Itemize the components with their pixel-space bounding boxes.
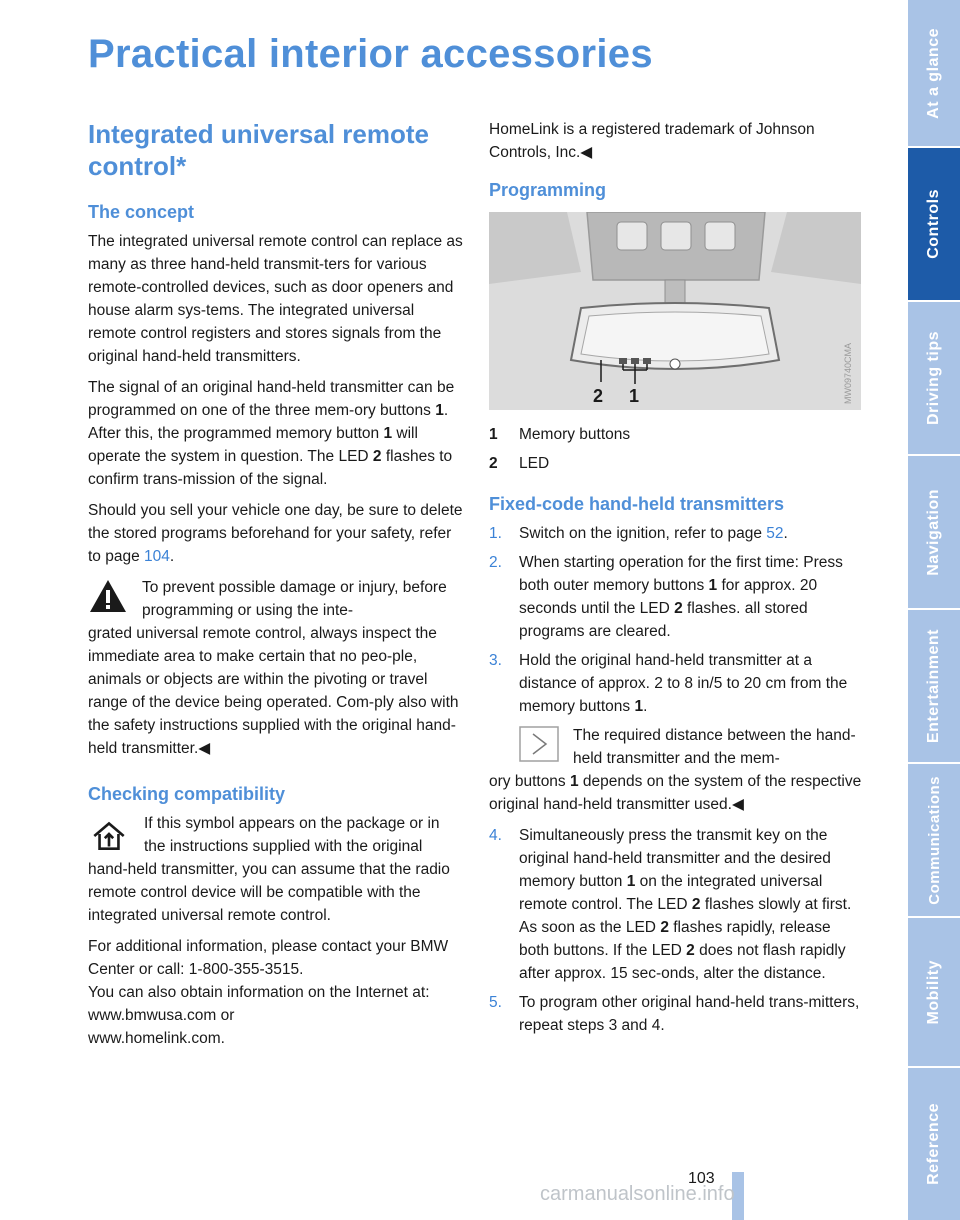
tab-controls[interactable]: Controls xyxy=(908,148,960,302)
compatibility-heading: Checking compatibility xyxy=(88,784,286,804)
section-title: Integrated universal remote control* xyxy=(88,119,429,181)
contact-paragraph: For additional information, please contact your BMW Center or call: 1-800-355-3515. xyxy=(88,938,449,978)
warning-icon xyxy=(88,578,128,614)
tab-reference[interactable]: Reference xyxy=(925,1103,942,1185)
warning-lead: To prevent possible damage or injury, before programming or using the inte- xyxy=(142,579,447,619)
rearview-mirror-illustration xyxy=(489,212,861,410)
homelink-house-icon xyxy=(88,814,130,856)
concept-heading: The concept xyxy=(88,202,195,222)
figure-label-1: 1 xyxy=(629,386,640,406)
programming-heading: Programming xyxy=(489,180,607,200)
step-item: 3. Hold the original hand-held transmitter at a distance of approx. 2 to 8 in/5 to 20 cm from the memory buttons 1. xyxy=(489,652,848,715)
concept-paragraph-2: The signal of an original hand-held transmitter can be programmed on one of the three mem-ory buttons 1. After this, the programmed memory button 1 will operate the system in question. The LED 2 flashes to confirm trans-mission of the signal. xyxy=(88,379,455,488)
concept-paragraph-3: Should you sell your vehicle one day, be sure to delete the stored programs beforehand for your safety, refer to page 104. xyxy=(88,502,463,565)
warning-text: grated universal remote control, always inspect the immediate area to make certain that no peo-ple, animals or objects are within the pivoting or travel range of the device being operated. Com-ply also with the safety instructions supplied with the original hand-held transmitter.◀ xyxy=(88,625,459,757)
figure-label-2: 2 xyxy=(593,386,604,406)
programming-steps xyxy=(489,522,865,718)
tab-navigation[interactable]: Navigation xyxy=(908,456,960,610)
tab-at-a-glance[interactable]: At a glance xyxy=(908,0,960,148)
step-item: 4. Simultaneously press the transmit key on the original hand-held transmitter and the desired memory button 1 on the integrated universal remote control. The LED 2 flashes slowly at first. As soon as the LED 2 flashes rapidly, release both buttons. If the LED 2 does not flash rapidly after approx. 15 sec-onds, alter the distance. xyxy=(489,827,852,982)
mirror-figure xyxy=(489,212,861,410)
tab-entertainment[interactable]: Entertainment xyxy=(908,610,960,764)
distance-note-text: ory buttons 1 depends on the system of the respective original hand-held transmitter used.◀ xyxy=(489,773,862,813)
distance-note-lead: The required distance between the hand-held transmitter and the mem- xyxy=(573,727,856,767)
programming-steps-continued xyxy=(489,824,865,1037)
step-item: 1. Switch on the ignition, refer to page 52. xyxy=(489,525,788,542)
page-number: 103 xyxy=(688,1170,715,1187)
figure-code: MW09740CMA xyxy=(843,342,853,404)
warning-note xyxy=(88,576,464,760)
chapter-sidebar xyxy=(908,0,960,1220)
compatibility-text: If this symbol appears on the package or in the instructions supplied with the original hand-held transmitter, you can assume that the radio remote control device will be compatible with the integrated universal remote control. xyxy=(88,815,450,924)
arrow-note-icon xyxy=(519,726,559,762)
concept-paragraph-1: The integrated universal remote control can replace as many as three hand-held transmit-ters for various remote-controlled devices, such as door openers and house alarm sys-tems. The integrated universal remote control registers and stores signals from the original hand-held transmitters. xyxy=(88,233,463,365)
url-bmwusa[interactable]: www.bmwusa.com or xyxy=(88,1007,235,1024)
page-link-52[interactable]: 52 xyxy=(766,525,784,542)
tab-communications[interactable]: Communications xyxy=(908,764,960,918)
fixed-code-heading: Fixed-code hand-held transmitters xyxy=(489,494,785,514)
internet-paragraph: You can also obtain information on the Internet at: xyxy=(88,984,430,1001)
distance-note xyxy=(519,724,865,770)
step-item: 2. When starting operation for the first time: Press both outer memory buttons 1 for approx. 20 seconds until the LED 2 flashes. all stored programs are cleared. xyxy=(489,554,843,640)
watermark: carmanualsonline.info xyxy=(540,1183,735,1205)
trademark-note: HomeLink is a registered trademark of Johnson Controls, Inc.◀ xyxy=(489,121,815,161)
legend-item: 2 LED xyxy=(489,455,550,472)
legend-item: 1 Memory buttons xyxy=(489,426,631,443)
tab-mobility[interactable]: Mobility xyxy=(908,918,960,1068)
url-homelink[interactable]: www.homelink.com. xyxy=(88,1030,225,1047)
figure-legend xyxy=(489,420,865,478)
tab-driving-tips[interactable]: Driving tips xyxy=(908,302,960,456)
step-item: 5. To program other original hand-held trans-mitters, repeat steps 3 and 4. xyxy=(489,994,860,1034)
page-link-104[interactable]: 104 xyxy=(144,548,170,565)
compatibility-note xyxy=(88,812,464,927)
right-column xyxy=(489,118,865,1043)
left-column xyxy=(88,118,464,1050)
page-title: Practical interior accessories xyxy=(88,32,653,76)
